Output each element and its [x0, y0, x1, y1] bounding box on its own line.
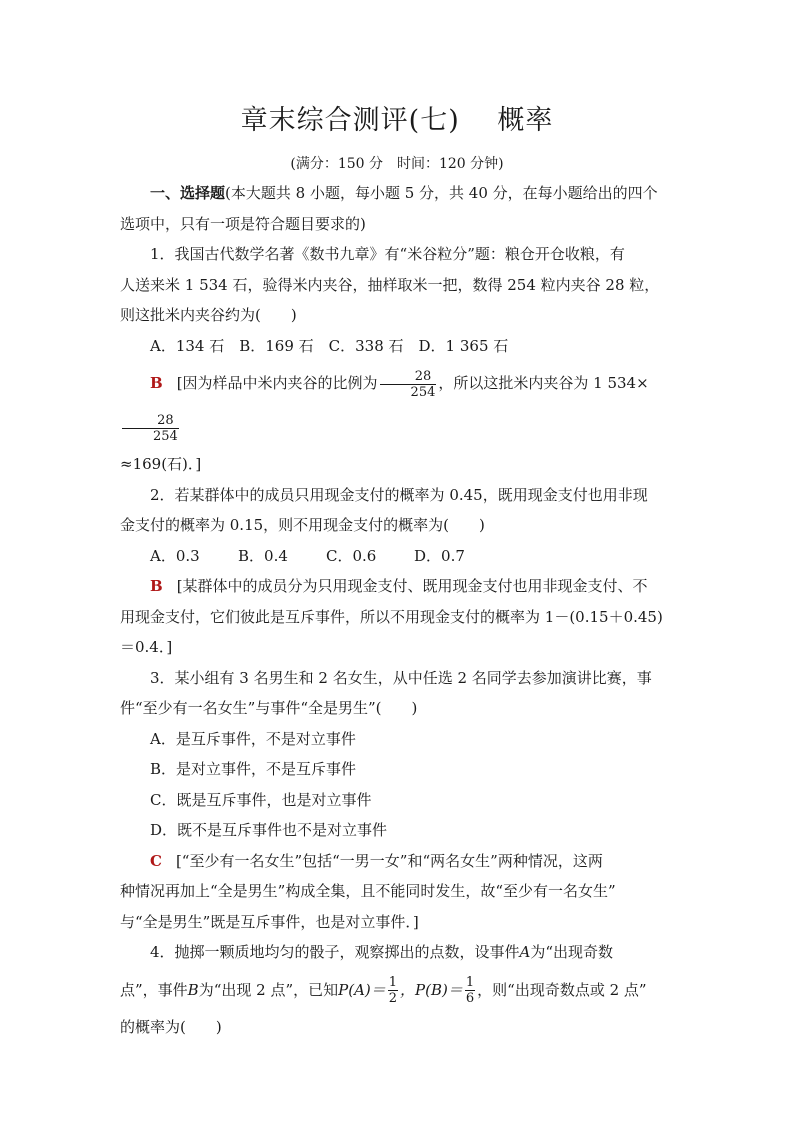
- q2-solution-3: ＝0.4．]: [120, 638, 173, 656]
- q4-fraction-a: [388, 975, 398, 1006]
- q4-text-1a: 4．抛掷一颗质地均匀的骰子，观察掷出的点数，设事件: [150, 943, 520, 961]
- q1-answer: B: [150, 374, 163, 392]
- q1-fraction-2: [122, 413, 179, 444]
- q3-answer: C: [150, 851, 162, 870]
- fraction-denominator: 2: [388, 991, 398, 1006]
- q2-options: [120, 541, 680, 572]
- q4-var-a: A: [519, 943, 531, 961]
- page-title: 章末综合测评(七) 概率: [240, 105, 554, 136]
- q4-line-1: [120, 937, 680, 968]
- q1-sol-a: [因为样品中米内夹谷的比例为: [176, 374, 378, 392]
- q1-sol-b: ，所以这批米内夹谷为 1 534×: [438, 374, 649, 392]
- document-body: [120, 178, 680, 1042]
- q4-line-2: [120, 968, 680, 1012]
- q3-option-c: C．既是互斥事件，也是对立事件: [150, 790, 372, 809]
- q3-option-b: B．是对立事件，不是互斥事件: [150, 760, 357, 778]
- q4-text-2b: 为“出现 2 点”，已知: [198, 980, 339, 999]
- section-desc-1: (本大题共 8 小题，每小题 5 分，共 40 分，在每小题给出的四个: [225, 184, 658, 202]
- q1-options: A．134 石 B．169 石 C．338 石 D．1 365 石: [150, 336, 509, 355]
- q4-var-b: B: [187, 980, 199, 999]
- q2-line-2: 金支付的概率为 0.15，则不用现金支付的概率为( ): [120, 516, 485, 534]
- q1-line-3: 则这批米内夹谷约为( ): [120, 306, 297, 324]
- fraction-numerator: 28: [380, 369, 437, 385]
- q2-option-a: A．0.3: [150, 546, 200, 565]
- q4-text-2c: ，则“出现奇数点或 2 点”: [477, 980, 647, 999]
- q2-option-d: D．0.7: [414, 546, 465, 565]
- fraction-denominator: 254: [410, 384, 436, 400]
- q4-pb: ，P(B)＝: [400, 980, 463, 999]
- fraction-numerator: 1: [388, 975, 398, 990]
- q2-line-1: 2．若某群体中的成员只用现金支付的概率为 0.45，既用现金支付也用非现: [150, 485, 648, 504]
- q1-solution: [120, 361, 680, 449]
- q1-fraction-1: [380, 369, 437, 400]
- q2-option-c: C．0.6: [326, 546, 377, 565]
- q2-answer: B: [150, 577, 163, 595]
- section-intro: [120, 178, 680, 209]
- q3-line-1: 3．某小组有 3 名男生和 2 名女生，从中任选 2 名同学去参加演讲比赛，事: [150, 668, 652, 687]
- q4-fraction-b: [465, 975, 475, 1006]
- q2-solution-1: [120, 571, 680, 602]
- fraction-numerator: 1: [465, 975, 475, 990]
- q2-solution-2: 用现金支付，它们彼此是互斥事件，所以不用现金支付的概率为 1－(0.15＋0.45): [120, 607, 663, 626]
- q3-solution-2: 种情况再加上“全是男生”构成全集，且不能同时发生，故“至少有一名女生”: [120, 882, 616, 900]
- q1-line-1: 1．我国古代数学名著《数书九章》有“米谷粒分”题：粮仓开仓收粮，有: [150, 245, 625, 263]
- q3-solution-1: [120, 846, 680, 877]
- section-heading: 一、选择题: [150, 184, 226, 202]
- q4-text-2a: 点”，事件: [120, 980, 188, 999]
- q3-option-a: A．是互斥事件，不是对立事件: [150, 729, 356, 748]
- q3-sol-text-1: [“至少有一名女生”包括“一男一女”和“两名女生”两种情况，这两: [175, 851, 603, 870]
- section-desc-2: 选项中，只有一项是符合题目要求的): [120, 214, 366, 233]
- q4-line-3: 的概率为( ): [120, 1017, 222, 1036]
- q4-pa: P(A)＝: [338, 980, 386, 999]
- q1-sol-c: ≈169(石)．]: [120, 455, 202, 473]
- page-subtitle: (满分：150 分 时间：120 分钟): [290, 156, 504, 172]
- q3-option-d: D．既不是互斥事件也不是对立事件: [150, 821, 388, 839]
- q3-solution-3: 与“全是男生”既是互斥事件，也是对立事件．]: [120, 912, 419, 931]
- q3-line-2: 件“至少有一名女生”与事件“全是男生”( ): [120, 699, 418, 717]
- q2-option-b: B．0.4: [238, 546, 288, 565]
- fraction-numerator: 28: [122, 413, 179, 429]
- fraction-denominator: 254: [153, 428, 178, 444]
- q2-sol-text-1: [某群体中的成员分为只用现金支付、既用现金支付也用非现金支付、不: [176, 577, 648, 595]
- q4-text-1b: 为“出现奇数: [530, 943, 614, 961]
- fraction-denominator: 6: [465, 991, 475, 1006]
- q1-line-2: 人送来米 1 534 石，验得米内夹谷，抽样取米一把，数得 254 粒内夹谷 28 粒，: [120, 275, 660, 294]
